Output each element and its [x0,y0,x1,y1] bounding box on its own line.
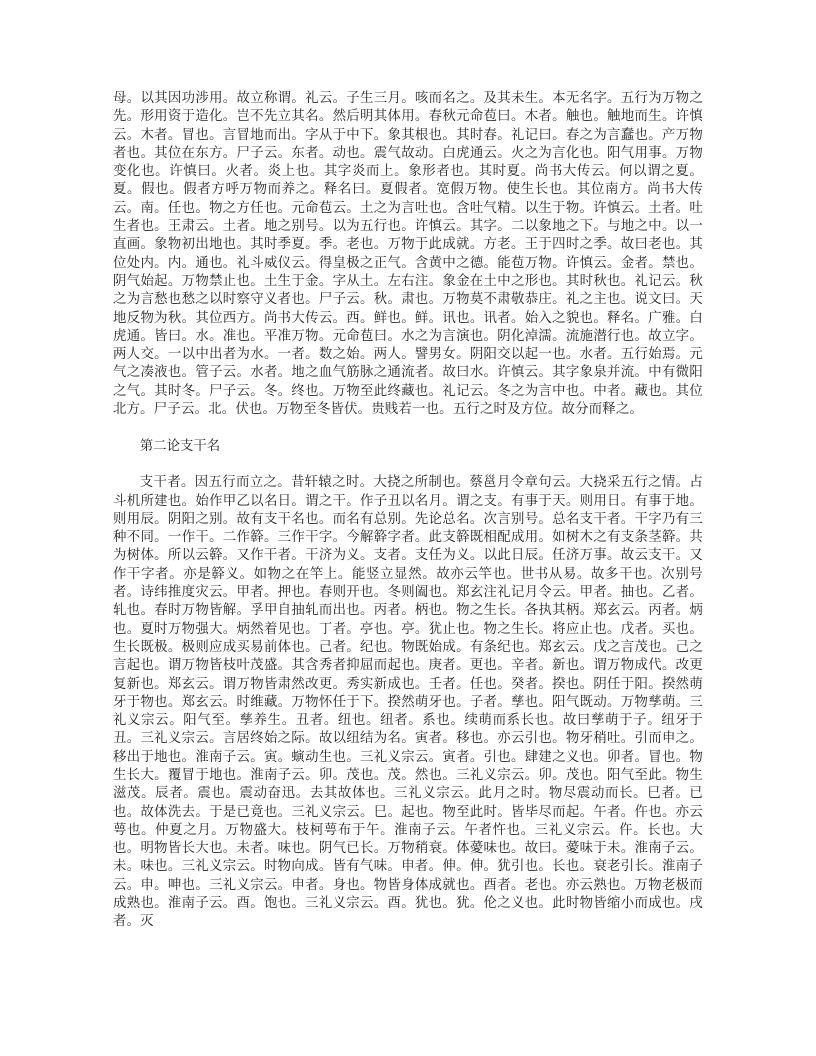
section-heading: 第二论支干名 [139,437,221,453]
paragraph-five-elements: 母。以其因功涉用。故立称谓。礼云。子生三月。咳而名之。及其未生。本无名字。五行为万物之先。形用资于造化。岂不先立其名。然后明其体用。春秋元命苞曰。木者。触也。触地而生。许慎云。木者。冒也。言冒地而出。字从于中下。象其根也。其时春。礼记曰。春之为言蠢也。产万物者也。其位在东方。尸子云。东者。动也。震气故动。白虎通云。火之为言化也。阳气用事。万物变化也。许慎曰。火者。炎上也。其字炎而上。象形者也。其时夏。尚书大传云。何以谓之夏。夏。假也。假者方呼万物而养之。释名曰。夏假者。宽假万物。使生长也。其位南方。尚书大传云。南。任也。物之方任也。元命苞云。土之为言吐也。含吐气精。以生于物。许慎云。土者。吐生者也。王肃云。土者。地之别号。以为五行也。许慎云。其字。二以象地之下。与地之中。以一直画。象物初出地也。其时季夏。季。老也。万物于此成就。方老。王于四时之季。故曰老也。其位处内。内。通也。礼斗威仪云。得皇极之正气。含黄中之德。能苞万物。许慎云。金者。禁也。阴气始起。万物禁止也。土生于金。字从土。左右注。象金在土中之形也。其时秋也。礼记云。秋之为言愁也愁之以时察守义者也。尸子云。秋。肃也。万物莫不肃敬恭庄。礼之主也。说文曰。天地反物为秋。其位西方。尚书大传云。西。鲜也。鲜。讯也。讯者。始入之貌也。释名。广雅。白虎通。皆曰。水。准也。平准万物。元命苞曰。水之为言演也。阴化淖濡。流施潜行也。故立字。两人交。一以中出者为水。一者。数之始。两人。譬男女。阴阳交以起一也。水者。五行始焉。元气之凑液也。管子云。水者。地之血气筋脉之通流者。故曰水。许慎云。其字象泉并流。中有微阳之气。其时冬。尸子云。冬。终也。万物至此终藏也。礼记云。冬之为言中也。中者。藏也。其位北方。尸子云。北。伏也。万物至冬皆伏。贵贱若一也。五行之时及方位。故分而释之。 [113,90,703,417]
paragraph-stems-branches: 支干者。因五行而立之。昔轩辕之时。大挠之所制也。蔡邕月令章句云。大挠采五行之情。占斗机所建也。始作甲乙以名日。谓之干。作子丑以名月。谓之支。有事于天。则用日。有事于地。则用辰。阴阳之别。故有支干名也。而名有总别。先论总名。次言别号。总名支干者。干字乃有三种不同。一作干。二作簳。三作干字。今解簳字者。此支簳既相配成用。如树木之有支条茎簳。共为树体。所以云簳。又作干者。干济为义。支者。支任为义。以此日辰。任济万事。故云支干。又作干字者。亦是簳义。如物之在竿上。能竖立显然。故亦云竿也。世书从易。故多干也。次别号者。诗纬推度灾云。甲者。押也。春则开也。冬则阖也。郑玄注礼记月令云。甲者。抽也。乙者。轧也。春时万物皆解。孚甲自抽轧而出也。丙者。柄也。物之生长。各执其柄。郑玄云。丙者。炳也。夏时万物强大。炳然着见也。丁者。亭也。亭。犹止也。物之生长。将应止也。戊者。买也。生长既极。极则应成买易前体也。己者。纪也。物既始成。有条纪也。郑玄云。戊之言茂也。己之言起也。谓万物皆枝叶茂盛。其含秀者抑屈而起也。庚者。更也。辛者。新也。谓万物成代。改更复新也。郑玄云。谓万物皆肃然改更。秀实新成也。壬者。任也。癸者。揆也。阴任于阳。揆然萌牙于物也。郑玄云。时维藏。万物怀任于下。揆然萌牙也。子者。孳也。阳气既动。万物孳萌。三礼义宗云。阳气至。孳养生。丑者。纽也。纽者。系也。续萌而系长也。故曰孳萌于子。纽牙于丑。三礼义宗云。言居终始之际。故以纽结为名。寅者。移也。亦云引也。物牙稍吐。引而申之。移出于地也。淮南子云。寅。螾动生也。三礼义宗云。寅者。引也。肆建之义也。卯者。冒也。物生长大。覆冒于地也。淮南子云。卯。茂也。茂。然也。三礼义宗云。卯。茂也。阳气至此。物生滋茂。辰者。震也。震动奋迅。去其故体也。三礼义宗云。此月之时。物尽震动而长。巳者。已也。故体洗去。于是已竟也。三礼义宗云。巳。起也。物至此时。皆毕尽而起。午者。仵也。亦云萼也。仲夏之月。万物盛大。枝柯萼布于午。淮南子云。午者忤也。三礼义宗云。仵。长也。大也。明物皆长大也。未者。味也。阴气已长。万物稍衰。体薆味也。故曰。薆味于未。淮南子云。未。味也。三礼义宗云。时物向成。皆有气味。申者。伸。伸。犹引也。长也。衰老引长。淮南子云。申。呻也。三礼义宗云。申者。身也。物皆身体成就也。酉者。老也。亦云熟也。万物老极而成熟也。淮南子云。酉。饱也。三礼义宗云。酉。犹也。犹。伦之义也。此时物皆缩小而成也。戌者。灭 [113,474,703,929]
